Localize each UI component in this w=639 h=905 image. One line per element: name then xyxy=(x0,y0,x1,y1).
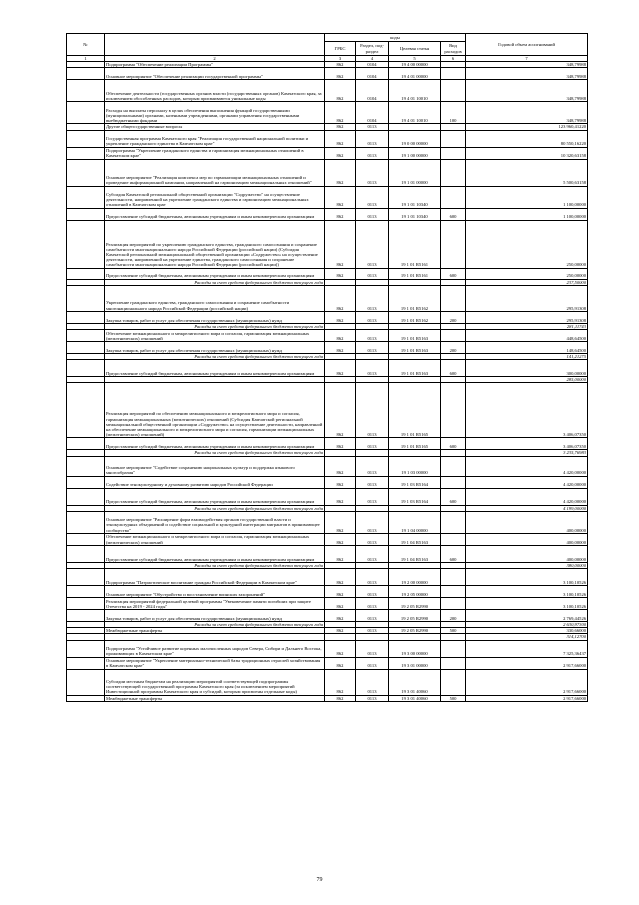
vr-cell xyxy=(441,68,466,80)
vr-cell xyxy=(441,598,466,610)
target-cell: 19 1 01 00000 xyxy=(389,159,441,186)
description-header xyxy=(105,34,325,56)
target-cell: 19 2 05 R2990 xyxy=(389,628,441,634)
target-cell: 19 1 01 R5162 xyxy=(389,285,441,311)
section-cell: 0113 xyxy=(356,610,389,622)
section-cell: 0113 xyxy=(356,488,389,505)
amount-cell: 141,21275 xyxy=(466,354,588,360)
grbs-cell: 862 xyxy=(325,208,356,220)
table-row xyxy=(67,147,588,159)
grbs-cell: 862 xyxy=(325,360,356,377)
table-row xyxy=(67,68,588,80)
table-row xyxy=(67,159,588,186)
target-cell: 19 1 01 R5163 xyxy=(389,342,441,354)
vr-cell xyxy=(441,186,466,208)
amount-cell: 400,00000 xyxy=(466,545,588,562)
num-cell xyxy=(67,669,105,695)
grbs-cell: 862 xyxy=(325,68,356,80)
section-cell: 0113 xyxy=(356,147,389,159)
amount-cell: 4 199,00000 xyxy=(466,505,588,511)
amount-cell: 4 420,00000 xyxy=(466,488,588,505)
table-header xyxy=(67,34,588,62)
table-row xyxy=(67,569,588,586)
vr-cell: 200 xyxy=(441,342,466,354)
codes-header: коды xyxy=(325,34,466,42)
grbs-cell: 862 xyxy=(325,438,356,450)
table-row xyxy=(67,311,588,323)
amount-cell: 2 917,66000 xyxy=(466,657,588,669)
target-cell: 19 1 04 00000 xyxy=(389,511,441,533)
num-cell xyxy=(67,488,105,505)
table-row xyxy=(67,130,588,147)
grbs-cell: 862 xyxy=(325,657,356,669)
amount-cell: 400,00000 xyxy=(466,511,588,533)
description-cell: Основное мероприятие "Реализация комплекса мер по гармонизации межнациональных отношений и проведение информационной кампании, направленной на гармонизацию межнациональных отношений" xyxy=(105,159,325,186)
target-cell: 19 4 01 10010 xyxy=(389,102,441,124)
section-cell: 0113 xyxy=(356,285,389,311)
num-cell xyxy=(67,360,105,377)
description-cell: Реализация мероприятий по укреплению гражданского единства, гражданского самосознания и сохранение самобытности многонационального народа Российской Федерации (российской нации) (Субсидия Камчатской региональной межнациональной общественной организации «Содружество» на осуществление деятельности, направленной на укрепление единства, гражданского самосознания и сохранение самобытности многонационального народа Российской Федерации (российской нации)) xyxy=(105,220,325,268)
description-cell: Подпрограмма "Устойчивое развитие коренных малочисленных народов Севера, Сибири и Дальнего Востока, проживающих в Камчатском крае" xyxy=(105,640,325,657)
section-cell: 0113 xyxy=(356,545,389,562)
table-row xyxy=(67,342,588,354)
vr-cell xyxy=(441,669,466,695)
description-cell: Государственная программа Камчатского края "Реализация государственной национальной политики и укрепление гражданского единства в Камчатском крае" xyxy=(105,130,325,147)
description-cell: Подпрограмма "Укрепление гражданского единства и гармонизация межнациональных отношений в Камчатском крае" xyxy=(105,147,325,159)
section-cell: 0104 xyxy=(356,68,389,80)
target-cell: 19 1 01 10340 xyxy=(389,186,441,208)
section-cell: 0113 xyxy=(356,438,389,450)
col-num: 4 xyxy=(356,56,389,62)
grbs-cell: 862 xyxy=(325,610,356,622)
table-row xyxy=(67,545,588,562)
description-cell: Предоставление субсидий бюджетным, автономным учреждениям и иным некоммерческим организациям xyxy=(105,438,325,450)
target-cell: 19 1 01 R5161 xyxy=(389,268,441,279)
target-cell: 19 3 00 00000 xyxy=(389,640,441,657)
vr-cell: 600 xyxy=(441,268,466,279)
description-cell: Закупка товаров, работ и услуг для обеспечения государственных (муниципальных) нужд xyxy=(105,311,325,323)
description-cell: Обеспечение деятельности (государственных органов власти (государственных органов) Камчатского края, за исключением обособленных расходов, которым присваиваются уникальные коды xyxy=(105,80,325,102)
table-row xyxy=(67,669,588,695)
grbs-cell: 862 xyxy=(325,62,356,68)
amount-cell: 295,91308 xyxy=(466,311,588,323)
target-cell: 19 4 00 00000 xyxy=(389,62,441,68)
amount-cell: 123 960,41220 xyxy=(466,124,588,130)
description-cell: Предоставление субсидий бюджетным, автономным учреждениям и иным некоммерческим организациям xyxy=(105,545,325,562)
section-cell: 0113 xyxy=(356,586,389,598)
num-cell xyxy=(67,208,105,220)
section-cell: 0113 xyxy=(356,657,389,669)
num-cell xyxy=(67,147,105,159)
target-cell: 19 1 03 R5164 xyxy=(389,476,441,488)
description-cell: Обеспечение межнационального и межрелигиозного мира и согласия, гармонизация межнациональных (межэтнических) отношений xyxy=(105,533,325,545)
description-cell: Расходы на выплаты персоналу в целях обеспечения выполнения функций государственными (муниципальными) органами, казенными учреждениями, органами управления государственными внебюджетными фондами xyxy=(105,102,325,124)
table-row xyxy=(67,80,588,102)
vr-cell xyxy=(441,640,466,657)
grbs-cell: 862 xyxy=(325,268,356,279)
table-row xyxy=(67,511,588,533)
target-cell: 19 1 00 00000 xyxy=(389,147,441,159)
grbs-cell: 862 xyxy=(325,124,356,130)
num-cell xyxy=(67,640,105,657)
col-num: 3 xyxy=(325,56,356,62)
vr-cell xyxy=(441,285,466,311)
section-cell: 0104 xyxy=(356,80,389,102)
description-cell: Субсидии местным бюджетам на реализацию мероприятий соответствующей подпрограммы соответствующей государственной программы Камчатского края (за исключением мероприятий Инвестиционной программы Камчатского края и субсидий, которым присвоены отдельные коды) xyxy=(105,669,325,695)
grbs-cell: 862 xyxy=(325,628,356,634)
description-cell: Реализация мероприятий федеральной целевой программы "Увековечение памяти погибших при защите Отечества на 2019 - 2024 годы" xyxy=(105,598,325,610)
amount-cell: 10 320,63158 xyxy=(466,147,588,159)
grbs-cell: 862 xyxy=(325,311,356,323)
amount-cell: 3 235,76983 xyxy=(466,450,588,456)
section-cell: 0113 xyxy=(356,628,389,634)
vr-cell xyxy=(441,569,466,586)
table-row xyxy=(67,586,588,598)
target-cell: 19 1 01 R5165 xyxy=(389,438,441,450)
amount-cell: 80 550,16220 xyxy=(466,130,588,147)
table-row xyxy=(67,533,588,545)
table-row xyxy=(67,186,588,208)
num-cell xyxy=(67,569,105,586)
table-row xyxy=(67,330,588,342)
num-cell xyxy=(67,695,105,701)
amount-cell: 5 500,63158 xyxy=(466,159,588,186)
description-cell: Подпрограмма "Патриотическое воспитание граждан Российской Федерации в Камчатском крае" xyxy=(105,569,325,586)
grbs-header: ГРБС xyxy=(325,42,356,56)
amount-cell: 380,00000 xyxy=(466,562,588,568)
vr-cell xyxy=(441,147,466,159)
vr-cell: 200 xyxy=(441,311,466,323)
table-row xyxy=(67,360,588,377)
grbs-cell: 862 xyxy=(325,488,356,505)
target-cell: 19 3 01 00000 xyxy=(389,657,441,669)
amount-cell: 3 406,07350 xyxy=(466,438,588,450)
target-cell: 19 3 01 40060 xyxy=(389,695,441,701)
target-cell: 19 1 01 R5163 xyxy=(389,360,441,377)
vr-cell xyxy=(441,586,466,598)
num-cell xyxy=(67,285,105,311)
description-cell: Обеспечение межнационального и межрелигиозного мира и согласия, гармонизация межнациональных (межэтнических) отношений xyxy=(105,330,325,342)
grbs-cell: 862 xyxy=(325,102,356,124)
grbs-cell: 862 xyxy=(325,476,356,488)
table-row xyxy=(67,102,588,124)
amount-cell: 148,64500 xyxy=(466,342,588,354)
section-cell: 0113 xyxy=(356,220,389,268)
grbs-cell: 862 xyxy=(325,159,356,186)
target-cell: 19 1 03 R5164 xyxy=(389,488,441,505)
amount-cell: 330,66000 xyxy=(466,628,588,634)
section-cell: 0113 xyxy=(356,124,389,130)
section-cell: 0113 xyxy=(356,130,389,147)
vr-cell xyxy=(441,80,466,102)
vr-cell xyxy=(441,383,466,438)
description-cell: Межбюджетные трансферты xyxy=(105,628,325,634)
target-cell: 19 4 01 10010 xyxy=(389,80,441,102)
num-cell xyxy=(67,330,105,342)
col-num: 5 xyxy=(389,56,441,62)
target-cell: 19 1 03 00000 xyxy=(389,456,441,476)
grbs-cell: 862 xyxy=(325,640,356,657)
amount-cell: 250,00000 xyxy=(466,268,588,279)
description-cell: Закупка товаров, работ и услуг для обеспечения государственных (муниципальных) нужд xyxy=(105,610,325,622)
section-cell: 0104 xyxy=(356,102,389,124)
amount-cell: 348,79988 xyxy=(466,62,588,68)
amount-cell: 448,64500 xyxy=(466,330,588,342)
amount-cell: 4 420,00000 xyxy=(466,456,588,476)
table-row xyxy=(67,640,588,657)
num-cell xyxy=(67,438,105,450)
section-cell: 0113 xyxy=(356,208,389,220)
amount-cell: 1 100,00000 xyxy=(466,208,588,220)
section-cell: 0113 xyxy=(356,342,389,354)
vr-cell: 200 xyxy=(441,610,466,622)
table-row xyxy=(67,383,588,438)
vr-cell xyxy=(441,130,466,147)
num-cell xyxy=(67,476,105,488)
description-cell: Расходы за счет средств федерального бюджета текущего года xyxy=(105,450,325,456)
col-num: 2 xyxy=(105,56,325,62)
section-cell: 0113 xyxy=(356,598,389,610)
table-row xyxy=(67,456,588,476)
description-cell: Основное мероприятие "Обеспечение реализации государственной программы" xyxy=(105,68,325,80)
description-cell: Основное мероприятие "Обустройство и восстановление воинских захоронений" xyxy=(105,586,325,598)
section-cell: 0113 xyxy=(356,383,389,438)
section-cell: 0113 xyxy=(356,695,389,701)
page-number: 79 xyxy=(316,877,323,883)
description-cell: Другие общегосударственные вопросы xyxy=(105,124,325,130)
num-cell xyxy=(67,130,105,147)
vr-cell: 600 xyxy=(441,488,466,505)
table-row xyxy=(67,268,588,279)
target-cell: 19 2 05 00000 xyxy=(389,586,441,598)
vr-header: Вид расходов xyxy=(441,42,466,56)
num-cell xyxy=(67,220,105,268)
description-cell: Основное мероприятие "Содействие сохранению национальных культур и поддержка языкового многообразия" xyxy=(105,456,325,476)
amount-cell: 300,00000 xyxy=(466,360,588,377)
grbs-cell: 862 xyxy=(325,533,356,545)
num-cell xyxy=(67,610,105,622)
grbs-cell: 862 xyxy=(325,669,356,695)
grbs-cell: 862 xyxy=(325,130,356,147)
num-cell xyxy=(67,342,105,354)
target-cell: 19 1 01 R5162 xyxy=(389,311,441,323)
section-cell: 0113 xyxy=(356,456,389,476)
grbs-cell: 862 xyxy=(325,147,356,159)
total-header: Годовой объем ассигнований xyxy=(466,34,588,56)
section-cell: 0113 xyxy=(356,186,389,208)
vr-cell xyxy=(441,511,466,533)
target-header: Целевая статья xyxy=(389,42,441,56)
section-cell: 0113 xyxy=(356,159,389,186)
amount-cell: 285,00000 xyxy=(466,377,588,383)
description-cell: Укрепление гражданского единства, гражданского самосознания и сохранение самобытности многонационального народа Российской Федерации (российской нации) xyxy=(105,285,325,311)
target-cell: 19 1 01 R5165 xyxy=(389,383,441,438)
col-num: 1 xyxy=(67,56,105,62)
grbs-cell: 862 xyxy=(325,80,356,102)
description-cell: Предоставление субсидий бюджетным, автономным учреждениям и иным некоммерческим организациям xyxy=(105,268,325,279)
description-cell: Реализация мероприятий по обеспечению межнационального и межрелигиозного мира и согласия, гармонизация межнациональных (межэтнических) отношений (Субсидия Камчатской региональной межнациональной общественной организации «Содружество» на осуществление деятельности, направленной на обеспечение межнационального и межрелигиозного мира и согласия, гармонизации межнациональных (межэтнических) отношений) xyxy=(105,383,325,438)
target-cell: 19 1 04 R5163 xyxy=(389,533,441,545)
amount-cell: 348,79988 xyxy=(466,68,588,80)
vr-cell: 100 xyxy=(441,102,466,124)
section-cell: 0113 xyxy=(356,476,389,488)
section-cell: 0113 xyxy=(356,569,389,586)
description-cell: Расходы за счет средств федерального бюджета текущего года xyxy=(105,323,325,329)
target-cell: 19 1 01 10340 xyxy=(389,208,441,220)
amount-cell: 1 100,00000 xyxy=(466,186,588,208)
vr-cell xyxy=(441,330,466,342)
section-cell: 0113 xyxy=(356,360,389,377)
vr-cell: 500 xyxy=(441,695,466,701)
amount-cell: 2 769,44526 xyxy=(466,610,588,622)
amount-cell: 348,79988 xyxy=(466,102,588,124)
target-cell: 19 0 00 00000 xyxy=(389,130,441,147)
target-cell: 19 4 01 00000 xyxy=(389,68,441,80)
section-cell: 0113 xyxy=(356,330,389,342)
num-cell xyxy=(67,545,105,562)
amount-cell: 250,00000 xyxy=(466,220,588,268)
section-cell: 0104 xyxy=(356,62,389,68)
section-cell: 0113 xyxy=(356,268,389,279)
table-row xyxy=(67,476,588,488)
table-row xyxy=(67,285,588,311)
grbs-cell: 862 xyxy=(325,569,356,586)
target-cell: 19 1 01 R5163 xyxy=(389,330,441,342)
vr-cell xyxy=(441,220,466,268)
vr-cell: 600 xyxy=(441,438,466,450)
table-row xyxy=(67,598,588,610)
description-cell: Субсидия Камчатской региональной общественной организации "Содружество" на осуществление деятельности, направленной на укрепление гражданского единства и гармонизацию межнациональных отношений в Камчатском крае xyxy=(105,186,325,208)
amount-cell: 314,12700 xyxy=(466,634,588,640)
num-cell xyxy=(67,383,105,438)
table-row xyxy=(67,695,588,701)
description-cell: Основное мероприятие "Укрепление материально-технической базы традиционных отраслей хозяйствования в Камчатском крае" xyxy=(105,657,325,669)
description-cell: Расходы за счет средств федерального бюджета текущего года xyxy=(105,562,325,568)
num-cell xyxy=(67,456,105,476)
num-cell xyxy=(67,80,105,102)
grbs-cell: 862 xyxy=(325,342,356,354)
col-num: 6 xyxy=(441,56,466,62)
grbs-cell: 862 xyxy=(325,330,356,342)
table-row xyxy=(67,488,588,505)
table-row xyxy=(67,438,588,450)
amount-cell: 7 325,36437 xyxy=(466,640,588,657)
description-cell: Предоставление субсидий бюджетным, автономным учреждениям и иным некоммерческим организациям xyxy=(105,488,325,505)
table-row xyxy=(67,610,588,622)
num-cell xyxy=(67,657,105,669)
vr-cell xyxy=(441,159,466,186)
table-row xyxy=(67,208,588,220)
section-cell: 0113 xyxy=(356,533,389,545)
description-cell: Расходы за счет средств федерального бюджета текущего года xyxy=(105,279,325,285)
grbs-cell: 862 xyxy=(325,511,356,533)
section-cell: 0113 xyxy=(356,669,389,695)
grbs-cell: 862 xyxy=(325,545,356,562)
description-cell: Расходы за счет средств федерального бюджета текущего года xyxy=(105,505,325,511)
target-cell: 19 2 05 R2990 xyxy=(389,598,441,610)
section-header: Раздел, под-раздел xyxy=(356,42,389,56)
description-cell: Расходы за счет средств федерального бюджета текущего года xyxy=(105,354,325,360)
num-cell xyxy=(67,159,105,186)
num-cell xyxy=(67,68,105,80)
amount-cell: 3 100,10526 xyxy=(466,598,588,610)
vr-cell xyxy=(441,456,466,476)
grbs-cell: 862 xyxy=(325,285,356,311)
num-header: № xyxy=(67,34,105,56)
description-cell: Основное мероприятие "Расширение форм взаимодействия органов государственной власти и этнокультурных объединений и содействие социальной и культурной интеграции мигрантов в принимающее сообщество" xyxy=(105,511,325,533)
amount-cell: 348,79988 xyxy=(466,80,588,102)
description-cell: Закупка товаров, работ и услуг для обеспечения государственных (муниципальных) нужд xyxy=(105,342,325,354)
amount-cell: 2 630,97300 xyxy=(466,622,588,628)
target-cell: 19 1 01 R5161 xyxy=(389,220,441,268)
amount-cell: 295,91308 xyxy=(466,285,588,311)
vr-cell: 600 xyxy=(441,360,466,377)
grbs-cell: 862 xyxy=(325,383,356,438)
vr-cell: 500 xyxy=(441,628,466,634)
num-cell xyxy=(67,268,105,279)
grbs-cell: 862 xyxy=(325,456,356,476)
table-body xyxy=(67,62,588,702)
grbs-cell: 862 xyxy=(325,586,356,598)
section-cell: 0113 xyxy=(356,311,389,323)
description-cell: Предоставление субсидий бюджетным, автономным учреждениям и иным некоммерческим организациям xyxy=(105,208,325,220)
table-row xyxy=(67,220,588,268)
grbs-cell: 862 xyxy=(325,598,356,610)
num-cell xyxy=(67,533,105,545)
budget-table xyxy=(66,33,588,702)
num-cell xyxy=(67,511,105,533)
vr-cell xyxy=(441,533,466,545)
vr-cell xyxy=(441,657,466,669)
description-cell: Содействие этнокультурному и духовному развитию народов Российской Федерации xyxy=(105,476,325,488)
description-cell: Подпрограмма "Обеспечение реализации Программы" xyxy=(105,62,325,68)
description-cell: Предоставление субсидий бюджетным, автономным учреждениям и иным некоммерческим организациям xyxy=(105,360,325,377)
num-cell xyxy=(67,598,105,610)
description-cell: Расходы за счет средств федерального бюджета текущего года xyxy=(105,622,325,628)
description-cell: Межбюджетные трансферты xyxy=(105,695,325,701)
num-cell xyxy=(67,311,105,323)
target-cell: 19 3 01 40060 xyxy=(389,669,441,695)
amount-cell: 3 406,07350 xyxy=(466,383,588,438)
amount-cell: 3 100,10526 xyxy=(466,586,588,598)
col-num: 7 xyxy=(466,56,588,62)
amount-cell: 237,50000 xyxy=(466,279,588,285)
grbs-cell: 862 xyxy=(325,220,356,268)
section-cell: 0113 xyxy=(356,511,389,533)
grbs-cell: 862 xyxy=(325,695,356,701)
amount-cell: 2 917,66000 xyxy=(466,695,588,701)
table-row xyxy=(67,657,588,669)
vr-cell: 600 xyxy=(441,208,466,220)
amount-cell: 3 100,10526 xyxy=(466,569,588,586)
amount-cell: 281,11743 xyxy=(466,323,588,329)
amount-cell: 2 917,66000 xyxy=(466,669,588,695)
amount-cell: 400,00000 xyxy=(466,533,588,545)
grbs-cell: 862 xyxy=(325,186,356,208)
target-cell: 19 1 04 R5163 xyxy=(389,545,441,562)
vr-cell: 600 xyxy=(441,545,466,562)
num-cell xyxy=(67,586,105,598)
num-cell xyxy=(67,186,105,208)
section-cell: 0113 xyxy=(356,640,389,657)
vr-cell xyxy=(441,476,466,488)
amount-cell: 4 420,00000 xyxy=(466,476,588,488)
target-cell: 19 2 00 00000 xyxy=(389,569,441,586)
target-cell: 19 2 05 R2990 xyxy=(389,610,441,622)
num-cell xyxy=(67,102,105,124)
